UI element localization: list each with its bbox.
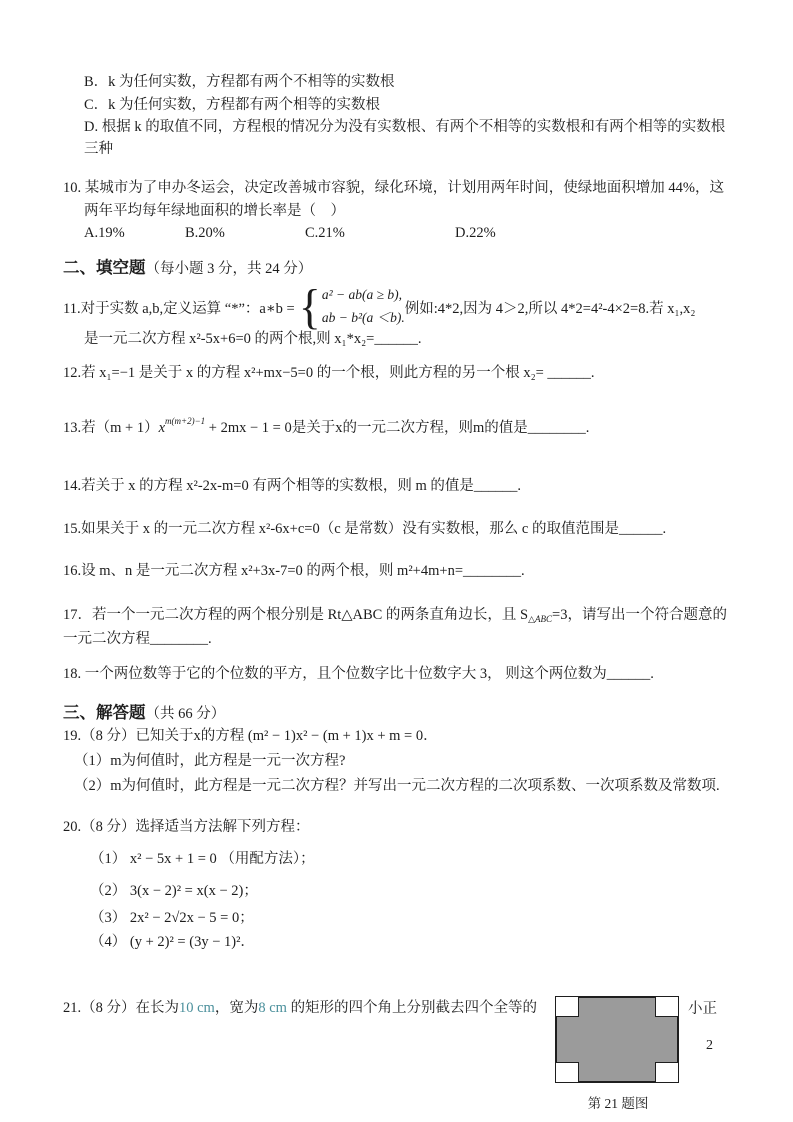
question-20-item3: （3） 2x² − 2√2x − 5 = 0；: [90, 910, 254, 926]
option-b20: B.20%: [185, 225, 225, 241]
q11-tail: 例如:4*2,因为 4＞2,所以 4*2=4²-4×2=8.若 x₁,x₂: [404, 300, 696, 317]
question-18: 18. 一个两位数等于它的个位数的平方，且个位数字比十位数字大 3， 则这个两位数为______.: [63, 666, 654, 682]
fill-in-section-heading: [63, 258, 312, 278]
question-10-line1: 10. 某城市为了申办冬运会，决定改善城市容貌，绿化环境，计划用两年时间，使绿地面积增加 44%，这: [63, 180, 724, 196]
figure-corner-square-top-right: [655, 996, 679, 1017]
q11-cases: [322, 284, 405, 330]
figure-caption: 第 21 题图: [587, 1096, 649, 1111]
page-number: 2: [706, 1038, 713, 1053]
q17-subscript: △ABC: [528, 614, 553, 624]
question-14: 14.若关于 x 的方程 x²-2x-m=0 有两个相等的实数根，则 m 的值是______.: [63, 478, 521, 494]
question-19-part2: （2）m为何值时，此方程是一元二次方程？并写出一元二次方程的二次项系数、一次项系数及常数项.: [74, 778, 720, 794]
q11-lead: 11.对于实数 a,b,定义运算 “*”：a∗b =: [63, 300, 295, 317]
question-20-item2: （2） 3(x − 2)² = x(x − 2)；: [90, 883, 258, 899]
question-16: 16.设 m、n 是一元二次方程 x²+3x-7=0 的两个根，则 m²+4m+n=________.: [63, 563, 525, 579]
q13-base: x: [158, 420, 166, 436]
question-17-line1: [63, 607, 727, 625]
q17-pre: 17．若一个一元二次方程的两个根分别是 Rt△ABC 的两条直角边长，且 S: [63, 607, 529, 623]
question-13: [63, 416, 589, 437]
question-10-line2: 两年平均每年绿地面积的增长率是（ ）: [84, 203, 345, 219]
question-17-line2: 一元二次方程________.: [63, 631, 212, 647]
q13-pre: 13.若（m + 1）: [63, 420, 159, 436]
q17-post: =3，请写出一个符合题意的: [552, 607, 727, 623]
option-d-line1: D. 根据 k 的取值不同，方程根的情况分为没有实数根、有两个不相等的实数根和有两个相等的实数根: [84, 119, 726, 135]
answer-heading-note: （共 66 分）: [145, 706, 226, 722]
q11-case2: ab − b²(a ＜b).: [321, 310, 405, 325]
option-c21: C.21%: [305, 225, 345, 241]
question-21-line1: [63, 1000, 537, 1017]
fill-in-heading-note: （每小题 3 分，共 24 分）: [145, 261, 313, 277]
question-11-line1: [63, 282, 695, 332]
question-20-item1: （1） x² − 5x + 1 = 0 （用配方法）；: [90, 851, 315, 867]
option-c: C．k 为任何实数，方程都有两个相等的实数根: [84, 97, 381, 113]
q21-width-value: 8 cm: [258, 1000, 287, 1016]
question-19-line1: 19.（8 分）已知关于x的方程 (m² − 1)x² − (m + 1)x + m = 0．: [63, 728, 438, 744]
q21-post: 的矩形的四个角上分别截去四个全等的: [286, 1000, 538, 1016]
question-12: 12.若 x₁=−1 是关于 x 的方程 x²+mx−5=0 的一个根，则此方程的另一个根 x₂= ______.: [63, 365, 595, 381]
answer-heading-text: 三、解答题: [63, 703, 146, 722]
option-a19: A.19%: [84, 225, 125, 241]
q21-length-value: 10 cm: [179, 1000, 215, 1016]
q13-exponent: m(m+2)−1: [165, 416, 206, 426]
question-21-wrap-text: 小正: [688, 1001, 717, 1017]
fill-in-heading-text: 二、填空题: [63, 258, 146, 277]
question-11-line2: 是一元二次方程 x²-5x+6=0 的两个根,则 x₁*x₂=______.: [84, 331, 422, 347]
q11-case1: a² − ab(a ≥ b),: [321, 287, 403, 303]
option-d-line2: 三种: [84, 141, 113, 157]
figure-corner-square-top-left: [555, 996, 579, 1017]
question-15: 15.如果关于 x 的一元二次方程 x²-6x+c=0（c 是常数）没有实数根，那么 c 的取值范围是______.: [63, 521, 667, 537]
q21-pre: 21.（8 分）在长为: [63, 1000, 179, 1016]
q11-brace: {: [298, 280, 321, 334]
question-20-item4: （4） (y + 2)² = (3y − 1)²．: [90, 934, 255, 950]
option-d22: D.22%: [455, 225, 496, 241]
question-21-figure: [555, 996, 679, 1083]
question-20-lead: 20.（8 分）选择适当方法解下列方程：: [63, 819, 310, 835]
answer-section-heading: [63, 703, 225, 723]
q21-mid: ，宽为: [214, 1000, 259, 1016]
q13-post: + 2mx − 1 = 0是关于x的一元二次方程，则m的值是________.: [205, 420, 590, 436]
option-b: B．k 为任何实数，方程都有两个不相等的实数根: [84, 74, 395, 90]
figure-corner-square-bottom-left: [555, 1062, 579, 1083]
figure-corner-square-bottom-right: [655, 1062, 679, 1083]
question-19-part1: （1）m为何值时，此方程是一元一次方程?: [74, 753, 346, 769]
